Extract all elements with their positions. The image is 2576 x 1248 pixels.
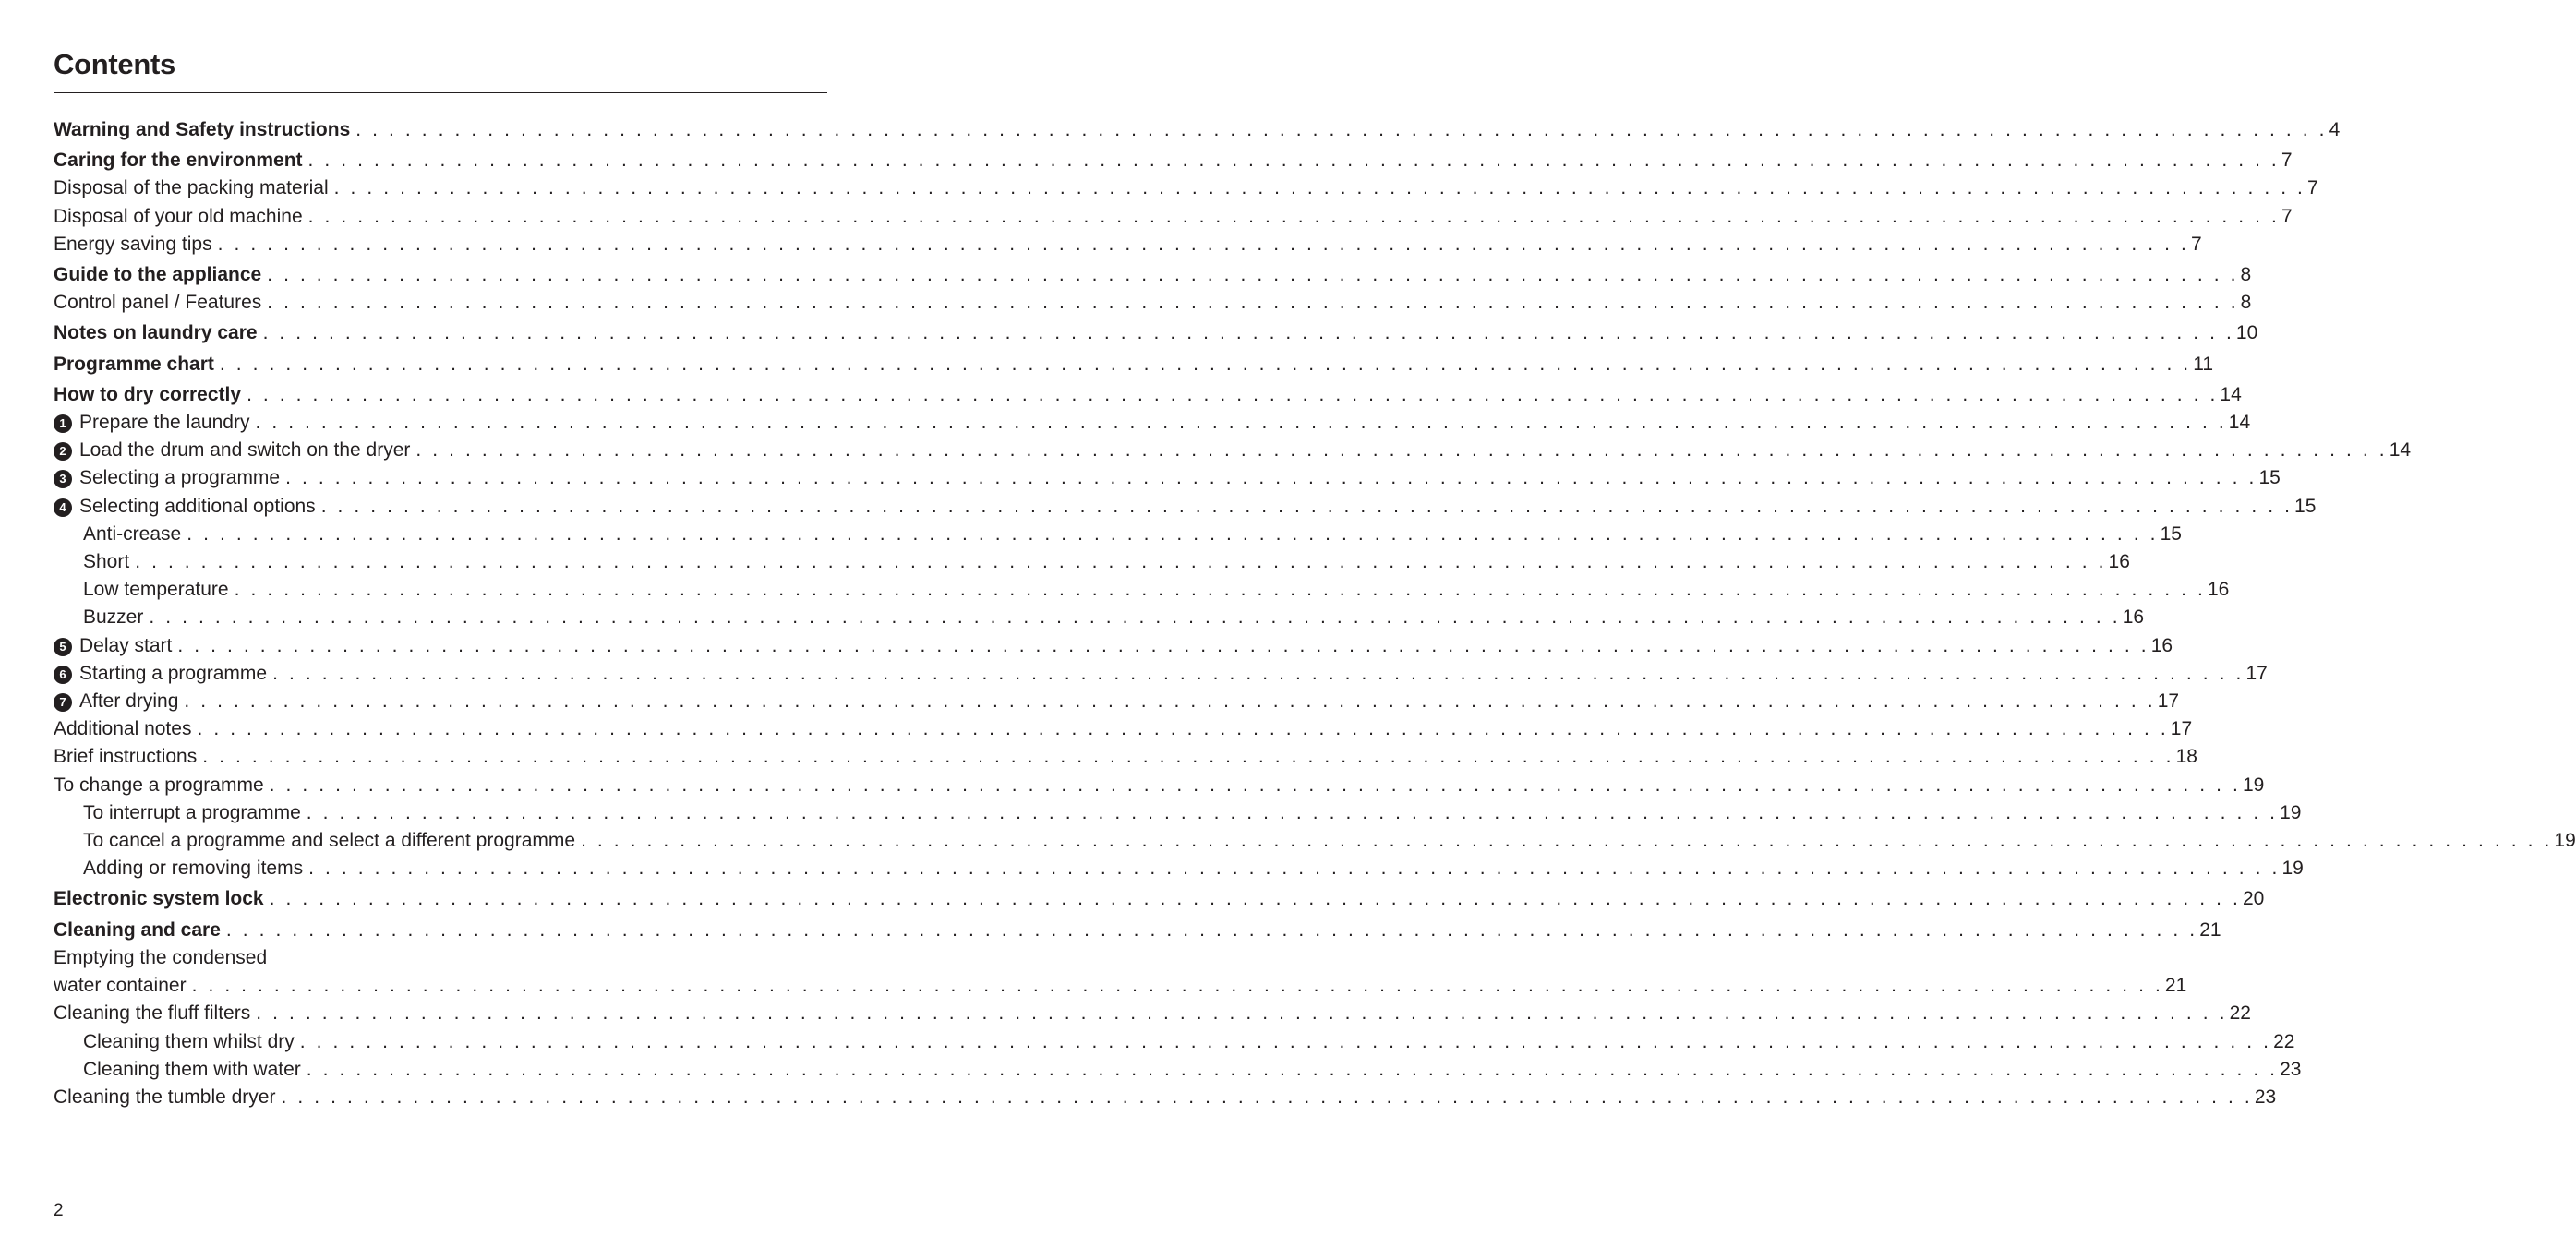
toc-entry-label	[83, 827, 575, 855]
toc-entry	[54, 548, 2130, 576]
toc-section-entry	[54, 319, 2258, 347]
toc-page-number: 21	[2164, 975, 2187, 997]
dot-leader: . . . . . . . . . . . . . . . . . . . . . . . . . . . . . . . . . . . . . . . . . . . . . . . . . . . . . . . . . . . . . . . . . . . . . . . . . . . . . . . . . . . . . . . . . . . . . . . . . . . . . . . . . . . . . . . . . . . . . . . .	[307, 205, 2280, 227]
toc-entry	[54, 576, 2230, 604]
toc-entry-text: Low temperature	[83, 579, 229, 601]
toc-page-number: 22	[2229, 1002, 2251, 1025]
toc-entry-text: Electronic system lock	[54, 888, 264, 910]
toc-section-entry	[54, 351, 2214, 378]
dot-leader: . . . . . . . . . . . . . . . . . . . . . . . . . . . . . . . . . . . . . . . . . . . . . . . . . . . . . . . . . . . . . . . . . . . . . . . . . . . . . . . . . . . . . . . . . . . . . . . . . . . . . . . . . . . . . . . . . . . . . . . .	[306, 1058, 2279, 1080]
toc-entry-text: After drying	[79, 690, 179, 713]
toc-page-number: 23	[2280, 1058, 2302, 1080]
toc-entry	[54, 521, 2182, 548]
toc-entry-text: Programme chart	[54, 353, 214, 375]
toc-entry-label	[54, 1000, 250, 1027]
step-number-icon: 4	[54, 498, 72, 517]
toc-entry-label	[54, 464, 280, 492]
dot-leader: . . . . . . . . . . . . . . . . . . . . . . . . . . . . . . . . . . . . . . . . . . . . . . . . . . . . . . . . . . . . . . . . . . . . . . . . . . . . . . . . . . . . . . . . . . . . . . . . . . . . . . . . . . . . . . . . . . . . . . . .	[307, 150, 2280, 172]
toc-entry-label	[54, 493, 316, 521]
dot-leader: . . . . . . . . . . . . . . . . . . . . . . . . . . . . . . . . . . . . . . . . . . . . . . . . . . . . . . . . . . . . . . . . . . . . . . . . . . . . . . . . . . . . . . . . . . . . . . . . . . . . . . . . . . . . . . . . . . . . . . . .	[135, 551, 2107, 573]
dot-leader: . . . . . . . . . . . . . . . . . . . . . . . . . . . . . . . . . . . . . . . . . . . . . . . . . . . . . . . . . . . . . . . . . . . . . . . . . . . . . . . . . . . . . . . . . . . . . . . . . . . . . . . . . . . . . . . . . . . . . . . .	[262, 322, 2234, 344]
toc-page-number: 23	[2254, 1086, 2277, 1108]
toc-section-entry	[54, 261, 2252, 289]
toc-entry-label	[83, 855, 303, 882]
toc-entry-text: To interrupt a programme	[83, 801, 301, 823]
step-number-icon: 7	[54, 693, 72, 712]
toc-page-number: 16	[2207, 579, 2230, 601]
toc-entry-text: Cleaning the fluff filters	[54, 1002, 251, 1025]
toc-entry-label	[54, 660, 267, 688]
title-divider	[54, 92, 827, 93]
toc-entry	[54, 437, 2412, 464]
dot-leader: . . . . . . . . . . . . . . . . . . . . . . . . . . . . . . . . . . . . . . . . . . . . . . . . . . . . . . . . . . . . . . . . . . . . . . . . . . . . . . . . . . . . . . . . . . . . . . . . . . . . . . . . . . . . . . . . . . . . . . . .	[255, 412, 2227, 434]
toc-entry-label	[83, 1056, 301, 1084]
toc-page-number: 16	[2122, 606, 2145, 629]
toc-entry	[54, 632, 2173, 660]
toc-page-number: 15	[2294, 495, 2317, 517]
toc-entry-label	[54, 319, 258, 347]
toc-entry-text: Guide to the appliance	[54, 264, 262, 286]
toc-page-number: 15	[2258, 467, 2281, 489]
toc-entry-text: Starting a programme	[79, 662, 268, 684]
toc-entry-label	[54, 261, 261, 289]
toc-entry-label	[54, 437, 410, 464]
step-number-icon: 1	[54, 414, 72, 433]
toc-section-entry	[54, 917, 2221, 944]
toc-entry	[54, 688, 2180, 715]
dot-leader: . . . . . . . . . . . . . . . . . . . . . . . . . . . . . . . . . . . . . . . . . . . . . . . . . . . . . . . . . . . . . . . . . . . . . . . . . . . . . . . . . . . . . . . . . . . . . . . . . . . . . . . . . . . . . . . . . . . . . . . .	[306, 801, 2279, 823]
toc-entry-text: How to dry correctly	[54, 383, 242, 405]
dot-leader: . . . . . . . . . . . . . . . . . . . . . . . . . . . . . . . . . . . . . . . . . . . . . . . . . . . . . . . . . . . . . . . . . . . . . . . . . . . . . . . . . . . . . . . . . . . . . . . . . . . . . . . . . . . . . . . . . . . . . . . .	[269, 888, 2241, 910]
toc-entry-text: Short	[83, 551, 130, 573]
toc-entry-text: Selecting a programme	[79, 467, 281, 489]
dot-leader: . . . . . . . . . . . . . . . . . . . . . . . . . . . . . . . . . . . . . . . . . . . . . . . . . . . . . . . . . . . . . . . . . . . . . . . . . . . . . . . . . . . . . . . . . . . . . . . . . . . . . . . . . . . . . . . . . . . . . . . .	[415, 439, 2388, 462]
toc-entry-label	[54, 351, 214, 378]
toc-entry	[54, 855, 2304, 882]
dot-leader: . . . . . . . . . . . . . . . . . . . . . . . . . . . . . . . . . . . . . . . . . . . . . . . . . . . . . . . . . . . . . . . . . . . . . . . . . . . . . . . . . . . . . . . . . . . . . . . . . . . . . . . . . . . . . . . . . . . . . . . .	[225, 918, 2198, 941]
dot-leader: . . . . . . . . . . . . . . . . . . . . . . . . . . . . . . . . . . . . . . . . . . . . . . . . . . . . . . . . . . . . . . . . . . . . . . . . . . . . . . . . . . . . . . . . . . . . . . . . . . . . . . . . . . . . . . . . . . . . . . . .	[308, 858, 2281, 880]
toc-entry-text: Prepare the laundry	[79, 412, 250, 434]
toc-entry-label	[54, 743, 197, 771]
step-number-icon: 5	[54, 638, 72, 656]
toc-entry-label	[54, 715, 191, 743]
toc-entry-text: Adding or removing items	[83, 858, 304, 880]
toc-entry-text: Delay start	[79, 634, 173, 656]
toc-entry-text: water container	[54, 975, 187, 997]
dot-leader: . . . . . . . . . . . . . . . . . . . . . . . . . . . . . . . . . . . . . . . . . . . . . . . . . . . . . . . . . . . . . . . . . . . . . . . . . . . . . . . . . . . . . . . . . . . . . . . . . . . . . . . . . . . . . . . . . . . . . . . .	[355, 119, 2328, 140]
toc-entry	[54, 1028, 2295, 1056]
toc-entry	[54, 972, 2187, 1000]
toc-entry-label	[54, 116, 350, 144]
toc-entry-label	[54, 174, 329, 202]
toc-entry-label	[54, 231, 212, 258]
dot-leader: . . . . . . . . . . . . . . . . . . . . . . . . . . . . . . . . . . . . . . . . . . . . . . . . . . . . . . . . . . . . . . . . . . . . . . . . . . . . . . . . . . . . . . . . . . . . . . . . . . . . . . . . . . . . . . . . . . . . . . . .	[234, 579, 2206, 601]
toc-entry-text: Energy saving tips	[54, 233, 212, 255]
toc-entry-label	[54, 972, 187, 1000]
toc-entry-label	[54, 147, 303, 174]
toc-entry-label	[54, 632, 172, 660]
dot-leader: . . . . . . . . . . . . . . . . . . . . . . . . . . . . . . . . . . . . . . . . . . . . . . . . . . . . . . . . . . . . . . . . . . . . . . . . . . . . . . . . . . . . . . . . . . . . . . . . . . . . . . . . . . . . . . . . . . . . . . . .	[191, 975, 2163, 997]
toc-entry	[54, 660, 2268, 688]
toc-entry-text: Cleaning and care	[54, 918, 221, 941]
toc-page-number: 18	[2175, 746, 2197, 768]
toc-entry-text: Anti-crease	[83, 522, 182, 545]
toc-page-number: 7	[2307, 177, 2318, 199]
toc-page-number: 10	[2235, 322, 2258, 344]
toc-section-entry	[54, 885, 2265, 913]
toc-page-number: 4	[2329, 119, 2341, 140]
toc-page-number: 14	[2228, 412, 2251, 434]
toc-entry-label	[83, 799, 301, 827]
dot-leader: . . . . . . . . . . . . . . . . . . . . . . . . . . . . . . . . . . . . . . . . . . . . . . . . . . . . . . . . . . . . . . . . . . . . . . . . . . . . . . . . . . . . . . . . . . . . . . . . . . . . . . . . . . . . . . . . . . . . . . . .	[149, 606, 2121, 629]
toc-entry-label	[54, 289, 261, 317]
toc-entry-label	[54, 772, 264, 799]
dot-leader: . . . . . . . . . . . . . . . . . . . . . . . . . . . . . . . . . . . . . . . . . . . . . . . . . . . . . . . . . . . . . . . . . . . . . . . . . . . . . . . . . . . . . . . . . . . . . . . . . . . . . . . . . . . . . . . . . . . . . . . .	[219, 353, 2192, 375]
toc-entry-text: Buzzer	[83, 606, 144, 629]
toc-entry	[54, 1056, 2302, 1084]
dot-leader: . . . . . . . . . . . . . . . . . . . . . . . . . . . . . . . . . . . . . . . . . . . . . . . . . . . . . . . . . . . . . . . . . . . . . . . . . . . . . . . . . . . . . . . . . . . . . . . . . . . . . . . . . . . . . . . . . . . . . . . .	[247, 383, 2219, 405]
table-of-contents	[54, 116, 2576, 1111]
toc-entry-text: Notes on laundry care	[54, 322, 258, 344]
toc-page-number: 17	[2157, 690, 2180, 713]
step-number-icon: 6	[54, 666, 72, 684]
toc-page-number: 19	[2281, 858, 2304, 880]
toc-page-number: 17	[2245, 662, 2268, 684]
toc-entry-text: To cancel a programme and select a different programme	[83, 830, 576, 852]
dot-leader: . . . . . . . . . . . . . . . . . . . . . . . . . . . . . . . . . . . . . . . . . . . . . . . . . . . . . . . . . . . . . . . . . . . . . . . . . . . . . . . . . . . . . . . . . . . . . . . . . . . . . . . . . . . . . . . . . . . . . . . .	[320, 495, 2293, 517]
toc-page-number: 19	[2242, 774, 2265, 796]
dot-leader: . . . . . . . . . . . . . . . . . . . . . . . . . . . . . . . . . . . . . . . . . . . . . . . . . . . . . . . . . . . . . . . . . . . . . . . . . . . . . . . . . . . . . . . . . . . . . . . . . . . . . . . . . . . . . . . . . . . . . . . .	[202, 746, 2174, 768]
toc-page-number: 8	[2240, 264, 2252, 286]
toc-entry-text: Load the drum and switch on the dryer	[79, 439, 411, 462]
toc-page-number: 7	[2190, 233, 2202, 255]
toc-entry	[54, 203, 2293, 231]
toc-entry-label	[54, 381, 241, 409]
step-number-icon: 3	[54, 470, 72, 488]
toc-entry	[54, 772, 2265, 799]
dot-leader: . . . . . . . . . . . . . . . . . . . . . . . . . . . . . . . . . . . . . . . . . . . . . . . . . . . . . . . . . . . . . . . . . . . . . . . . . . . . . . . . . . . . . . . . . . . . . . . . . . . . . . . . . . . . . . . . . . . . . . . .	[217, 233, 2189, 255]
toc-entry	[54, 231, 2202, 258]
toc-page-number: 21	[2199, 918, 2221, 941]
toc-entry-text: To change a programme	[54, 774, 264, 796]
toc-page-number: 14	[2220, 383, 2242, 405]
dot-leader: . . . . . . . . . . . . . . . . . . . . . . . . . . . . . . . . . . . . . . . . . . . . . . . . . . . . . . . . . . . . . . . . . . . . . . . . . . . . . . . . . . . . . . . . . . . . . . . . . . . . . . . . . . . . . . . . . . . . . . . .	[197, 718, 2169, 740]
toc-section-entry	[54, 116, 2341, 144]
toc-page-number: 14	[2389, 439, 2412, 462]
toc-entry	[54, 715, 2193, 743]
dot-leader: . . . . . . . . . . . . . . . . . . . . . . . . . . . . . . . . . . . . . . . . . . . . . . . . . . . . . . . . . . . . . . . . . . . . . . . . . . . . . . . . . . . . . . . . . . . . . . . . . . . . . . . . . . . . . . . . . . . . . . . .	[272, 662, 2245, 684]
toc-page-number: 22	[2273, 1030, 2295, 1052]
dot-leader: . . . . . . . . . . . . . . . . . . . . . . . . . . . . . . . . . . . . . . . . . . . . . . . . . . . . . . . . . . . . . . . . . . . . . . . . . . . . . . . . . . . . . . . . . . . . . . . . . . . . . . . . . . . . . . . . . . . . . . . .	[281, 1086, 2253, 1108]
toc-entry	[54, 827, 2576, 855]
toc-entry	[54, 493, 2317, 521]
toc-entry-label	[83, 521, 181, 548]
toc-entry-label	[83, 1028, 295, 1056]
dot-leader: . . . . . . . . . . . . . . . . . . . . . . . . . . . . . . . . . . . . . . . . . . . . . . . . . . . . . . . . . . . . . . . . . . . . . . . . . . . . . . . . . . . . . . . . . . . . . . . . . . . . . . . . . . . . . . . . . . . . . . . .	[267, 264, 2239, 286]
toc-page-number: 15	[2160, 522, 2182, 545]
toc-entry-label	[54, 688, 178, 715]
dot-leader: . . . . . . . . . . . . . . . . . . . . . . . . . . . . . . . . . . . . . . . . . . . . . . . . . . . . . . . . . . . . . . . . . . . . . . . . . . . . . . . . . . . . . . . . . . . . . . . . . . . . . . . . . . . . . . . . . . . . . . . .	[267, 292, 2239, 314]
toc-entry-text: Selecting additional options	[79, 495, 316, 517]
toc-entry-label	[54, 409, 249, 437]
toc-entry	[54, 409, 2251, 437]
page-title: Contents	[54, 48, 175, 80]
toc-page-number: 7	[2281, 150, 2293, 172]
toc-entry-text: Control panel / Features	[54, 292, 262, 314]
dot-leader: . . . . . . . . . . . . . . . . . . . . . . . . . . . . . . . . . . . . . . . . . . . . . . . . . . . . . . . . . . . . . . . . . . . . . . . . . . . . . . . . . . . . . . . . . . . . . . . . . . . . . . . . . . . . . . . . . . . . . . . .	[256, 1002, 2228, 1025]
dot-leader: . . . . . . . . . . . . . . . . . . . . . . . . . . . . . . . . . . . . . . . . . . . . . . . . . . . . . . . . . . . . . . . . . . . . . . . . . . . . . . . . . . . . . . . . . . . . . . . . . . . . . . . . . . . . . . . . . . . . . . . .	[285, 467, 2257, 489]
toc-page-number: 16	[2150, 634, 2173, 656]
toc-entry-label	[83, 576, 229, 604]
toc-entry-text: Cleaning the tumble dryer	[54, 1086, 276, 1108]
toc-entry-label	[83, 548, 129, 576]
toc-entry-text: Cleaning them with water	[83, 1058, 301, 1080]
toc-entry	[54, 464, 2281, 492]
toc-entry-label	[54, 1084, 275, 1111]
toc-section-entry	[54, 381, 2242, 409]
toc-entry	[54, 289, 2252, 317]
toc-entry-text: Caring for the environment	[54, 150, 303, 172]
toc-entry	[54, 799, 2302, 827]
dot-leader: . . . . . . . . . . . . . . . . . . . . . . . . . . . . . . . . . . . . . . . . . . . . . . . . . . . . . . . . . . . . . . . . . . . . . . . . . . . . . . . . . . . . . . . . . . . . . . . . . . . . . . . . . . . . . . . . . . . . . . . .	[333, 177, 2305, 199]
toc-section-entry	[54, 147, 2293, 174]
toc-page-number: 16	[2108, 551, 2130, 573]
toc-entry-label	[54, 203, 303, 231]
toc-entry-text: Warning and Safety instructions	[54, 119, 351, 140]
dot-leader: . . . . . . . . . . . . . . . . . . . . . . . . . . . . . . . . . . . . . . . . . . . . . . . . . . . . . . . . . . . . . . . . . . . . . . . . . . . . . . . . . . . . . . . . . . . . . . . . . . . . . . . . . . . . . . . . . . . . . . . .	[184, 690, 2156, 713]
dot-leader: . . . . . . . . . . . . . . . . . . . . . . . . . . . . . . . . . . . . . . . . . . . . . . . . . . . . . . . . . . . . . . . . . . . . . . . . . . . . . . . . . . . . . . . . . . . . . . . . . . . . . . . . . . . . . . . . . . . . . . . .	[299, 1030, 2272, 1052]
toc-entry	[54, 604, 2145, 631]
toc-entry	[54, 743, 2197, 771]
toc-entry	[54, 1000, 2251, 1027]
page-number: 2	[54, 1201, 64, 1220]
toc-entry-text: Disposal of the packing material	[54, 177, 329, 199]
dot-leader: . . . . . . . . . . . . . . . . . . . . . . . . . . . . . . . . . . . . . . . . . . . . . . . . . . . . . . . . . . . . . . . . . . . . . . . . . . . . . . . . . . . . . . . . . . . . . . . . . . . . . . . . . . . . . . . . . . . . . . . .	[581, 830, 2553, 852]
toc-entry-label	[54, 885, 264, 913]
toc-page-number: 17	[2170, 718, 2193, 740]
toc-entry-text: Cleaning them whilst dry	[83, 1030, 295, 1052]
toc-page-number: 8	[2240, 292, 2252, 314]
toc-entry-text: Brief instructions	[54, 746, 198, 768]
toc-entry	[54, 1084, 2277, 1111]
dot-leader: . . . . . . . . . . . . . . . . . . . . . . . . . . . . . . . . . . . . . . . . . . . . . . . . . . . . . . . . . . . . . . . . . . . . . . . . . . . . . . . . . . . . . . . . . . . . . . . . . . . . . . . . . . . . . . . . . . . . . . . .	[269, 774, 2241, 796]
toc-entry-label	[83, 604, 143, 631]
toc-page-number: 11	[2193, 353, 2214, 375]
dot-leader: . . . . . . . . . . . . . . . . . . . . . . . . . . . . . . . . . . . . . . . . . . . . . . . . . . . . . . . . . . . . . . . . . . . . . . . . . . . . . . . . . . . . . . . . . . . . . . . . . . . . . . . . . . . . . . . . . . . . . . . .	[187, 522, 2159, 545]
toc-page-number: 20	[2242, 888, 2265, 910]
toc-entry-text: Disposal of your old machine	[54, 205, 303, 227]
toc-entry	[54, 174, 2318, 202]
dot-leader: . . . . . . . . . . . . . . . . . . . . . . . . . . . . . . . . . . . . . . . . . . . . . . . . . . . . . . . . . . . . . . . . . . . . . . . . . . . . . . . . . . . . . . . . . . . . . . . . . . . . . . . . . . . . . . . . . . . . . . . .	[177, 634, 2149, 656]
toc-entry-label-line: Emptying the condensed	[54, 946, 268, 968]
toc-page-number: 7	[2281, 205, 2293, 227]
toc-page-number: 19	[2554, 830, 2576, 852]
step-number-icon: 2	[54, 442, 72, 461]
toc-entry-label	[54, 917, 221, 944]
toc-entry-text: Additional notes	[54, 718, 192, 740]
toc-page-number: 19	[2280, 801, 2302, 823]
